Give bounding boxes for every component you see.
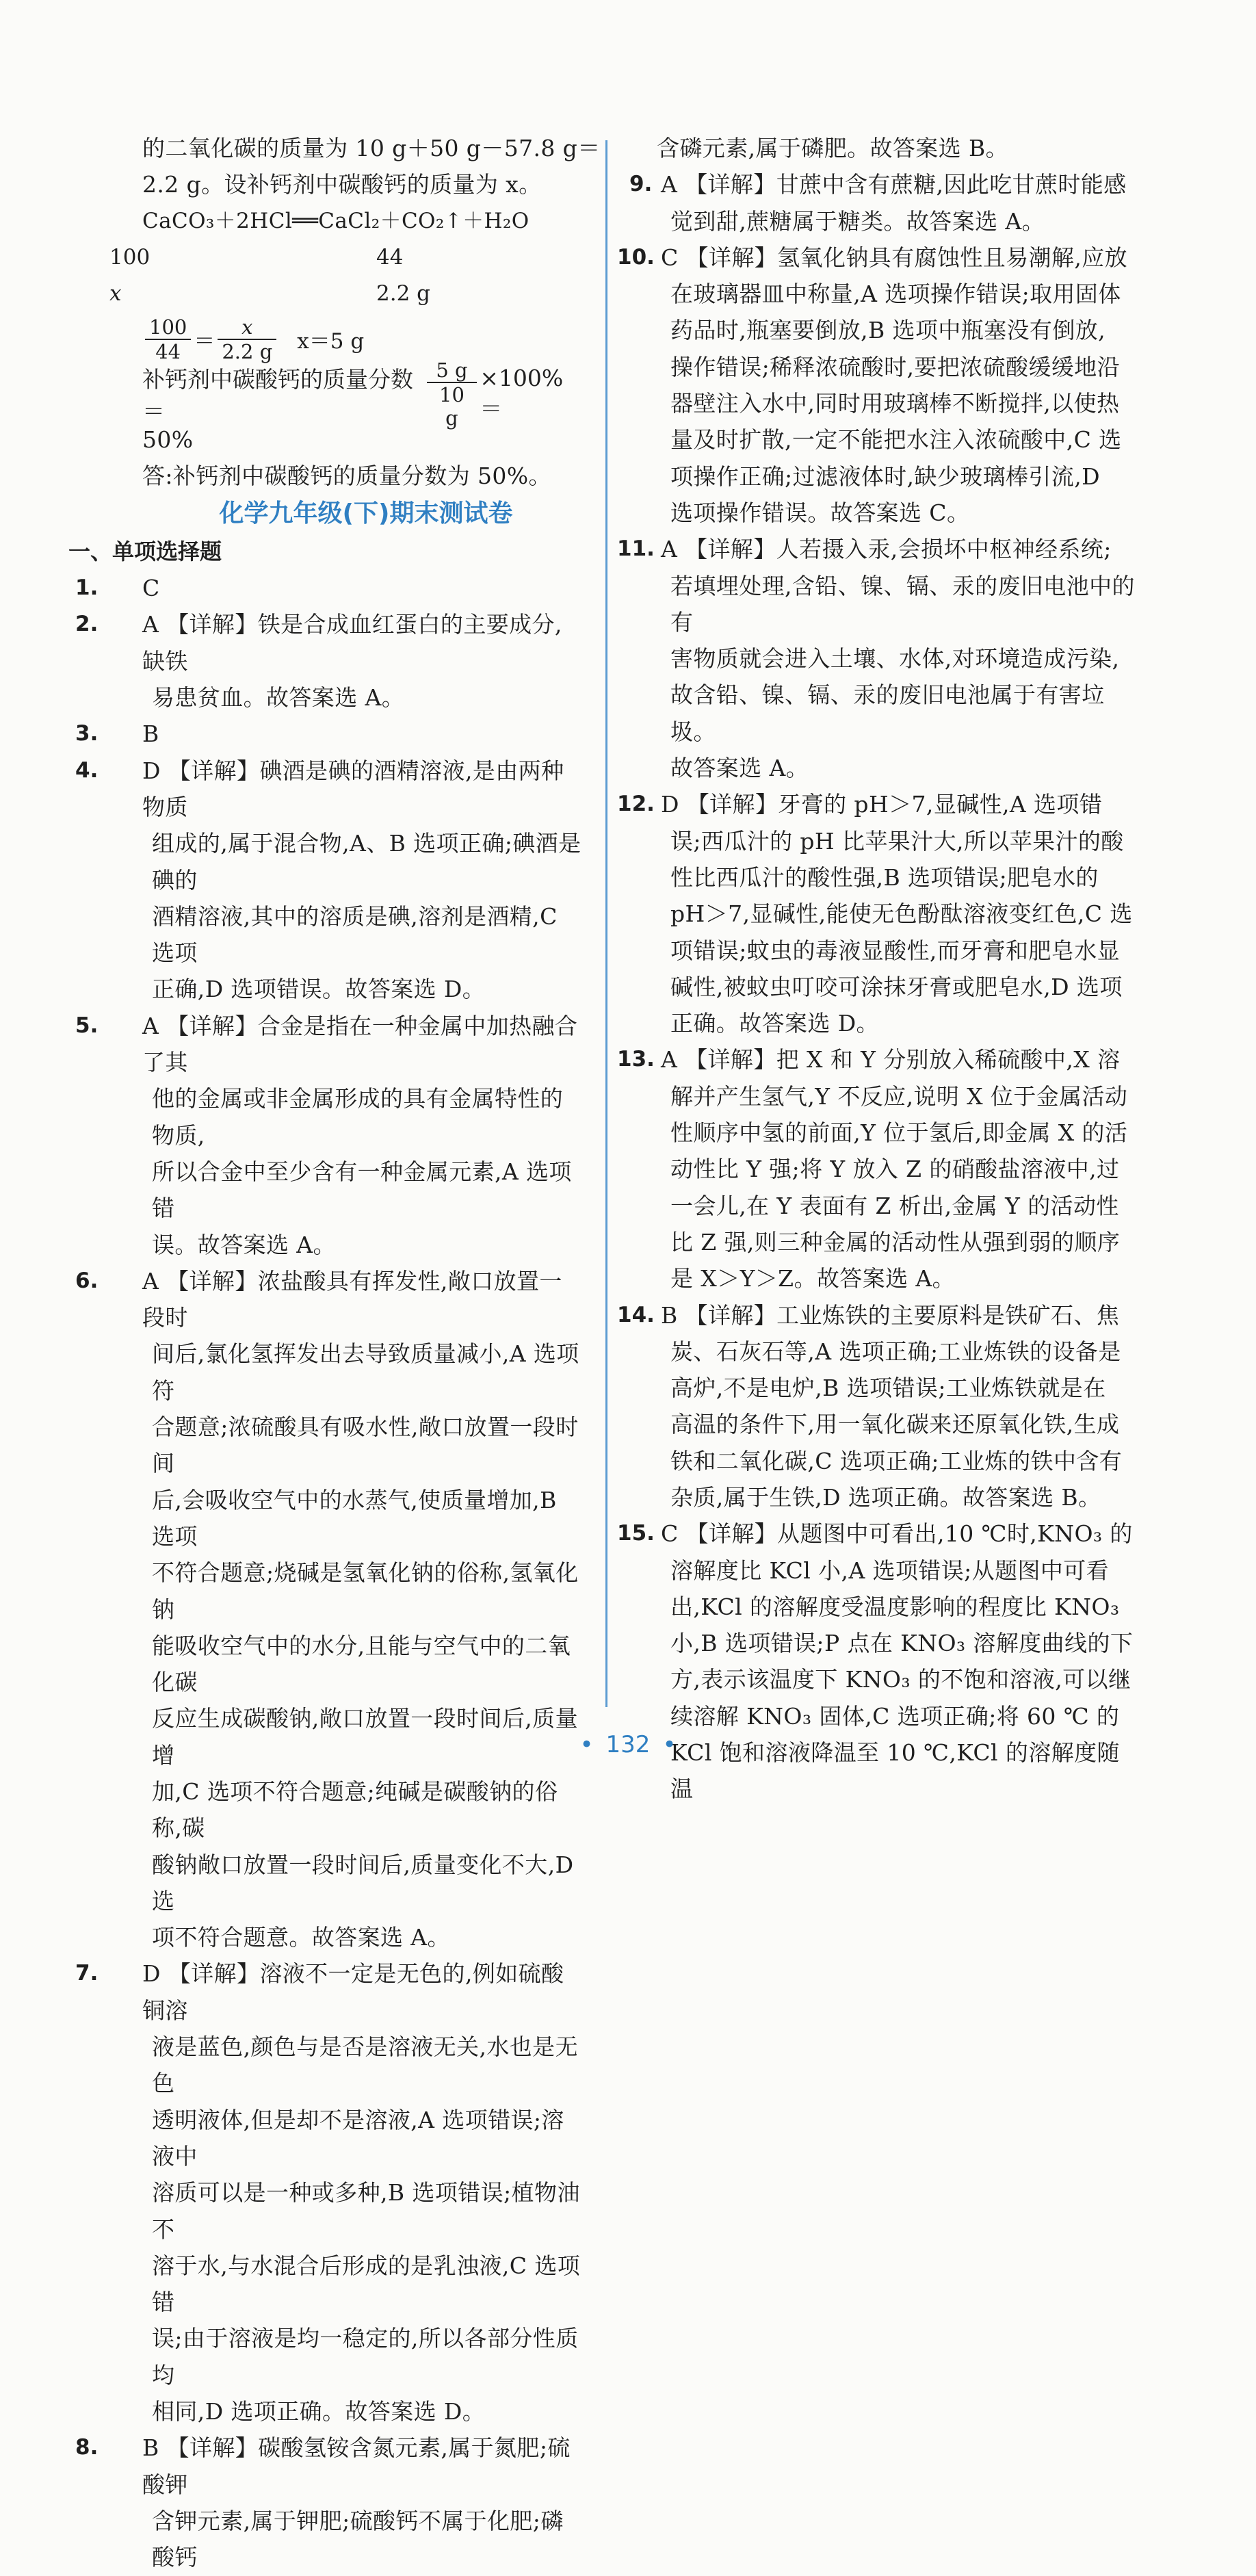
- question-text-line: A 【详解】铁是合成血红蛋白的主要成分,缺铁: [142, 611, 562, 675]
- question-number: 13.: [617, 1047, 655, 1072]
- column-divider: [605, 140, 607, 1707]
- question-3: [75, 716, 581, 752]
- question-text-line: 比 Z 强,则三种金属的活动性从强到弱的顺序: [670, 1228, 1121, 1256]
- fraction-numerator: 100: [145, 315, 191, 340]
- question-number: 14.: [617, 1302, 655, 1327]
- question-text-line: 觉到甜,蔗糖属于糖类。故答案选 A。: [670, 207, 1045, 235]
- question-text-line: 所以合金中至少含有一种金属元素,A 选项错: [152, 1158, 572, 1222]
- question-text-line: 反应生成碳酸钠,敞口放置一段时间后,质量增: [152, 1705, 578, 1769]
- page-number: 132: [605, 1731, 651, 1758]
- question-text-line: 在玻璃器皿中称量,A 选项操作错误;取用固体: [670, 281, 1121, 308]
- question-text-line: KCl 饱和溶液降温至 10 ℃,KCl 的溶解度随温: [670, 1739, 1120, 1803]
- question-text-line: 他的金属或非金属形成的具有金属特性的物质,: [152, 1085, 564, 1149]
- question-text-line: A 【详解】人若摄入汞,会损坏中枢神经系统;: [661, 536, 1112, 563]
- ratio-row-2-a: x: [109, 281, 122, 306]
- question-text-line: B 【详解】碳酸氢铵含氮元素,属于氮肥;硫酸钾: [142, 2434, 571, 2498]
- continued-text: 含磷元素,属于磷肥。故答案选 B。: [657, 135, 1009, 161]
- mass-fraction-suffix: ×100%＝: [480, 364, 564, 422]
- mass-fraction-prefix: 补钙剂中碳酸钙的质量分数＝: [142, 365, 413, 425]
- question-number: 12.: [617, 792, 655, 817]
- question-text-line: pH＞7,显碱性,能使无色酚酞溶液变红色,C 选: [670, 900, 1133, 928]
- calc-line-1: 的二氧化碳的质量为 10 g＋50 g－57.8 g＝: [142, 135, 601, 161]
- question-text-line: 误。故答案选 A。: [152, 1231, 336, 1258]
- question-text-line: D 【详解】牙膏的 pH＞7,显碱性,A 选项错: [661, 791, 1103, 818]
- page-number-footer: [0, 1731, 1256, 1758]
- question-2: [75, 606, 581, 716]
- question-number: 10.: [617, 244, 655, 270]
- question-text-line: 项不符合题意。故答案选 A。: [152, 1924, 450, 1951]
- question-text-line: 铁和二氧化碳,C 选项正确;工业炼的铁中含有: [670, 1447, 1123, 1474]
- question-text-line: 酸钠敞口放置一段时间后,质量变化不大,D 选: [152, 1851, 574, 1914]
- question-text-line: 药品时,瓶塞要倒放,B 选项中瓶塞没有倒放,: [670, 317, 1106, 344]
- question-10: [617, 239, 1139, 531]
- fraction-denominator: 10 g: [439, 382, 465, 430]
- question-number: 7.: [75, 1961, 99, 1986]
- question-text-line: 杂质,属于生铁,D 选项正确。故答案选 B。: [670, 1483, 1101, 1511]
- question-text-line: C 【详解】氢氧化钠具有腐蚀性且易潮解,应放: [661, 244, 1128, 271]
- question-number: 8.: [75, 2435, 99, 2460]
- ratio-row-2-b: 2.2 g: [376, 281, 430, 306]
- ratio-row-1-b: 44: [376, 244, 404, 270]
- question-12: [617, 786, 1139, 1041]
- question-text-line: 间后,氯化氢挥发出去导致质量减小,A 选项符: [152, 1340, 579, 1404]
- question-text-line: 酒精溶液,其中的溶质是碘,溶剂是酒精,C 选项: [152, 902, 558, 967]
- fraction-5g-10g: [427, 359, 477, 430]
- question-text-line: 炭、石灰石等,A 选项正确;工业炼铁的设备是: [670, 1338, 1121, 1365]
- question-answer: C: [142, 575, 160, 602]
- question-text-line: 项错误;蚊虫的毒液显酸性,而牙膏和肥皂水显: [670, 937, 1121, 964]
- ratio-row-2: [109, 276, 581, 312]
- question-text-line: 合题意;浓硫酸具有吸水性,敞口放置一段时间: [152, 1414, 579, 1477]
- question-text-line: 溶解度比 KCl 小,A 选项错误;从题图中可看: [670, 1557, 1110, 1584]
- question-text-line: B 【详解】工业炼铁的主要原料是铁矿石、焦: [661, 1301, 1120, 1329]
- page-dot-left: •: [579, 1731, 594, 1758]
- question-text-line: 加,C 选项不符合题意;纯碱是碳酸钠的俗称,碳: [152, 1778, 558, 1842]
- page-dot-right: •: [662, 1731, 677, 1758]
- question-text-line: 高温的条件下,用一氧化碳来还原氧化铁,生成: [670, 1411, 1120, 1438]
- question-text-line: 性比西瓜汁的酸性强,B 选项错误;肥皂水的: [670, 863, 1099, 891]
- question-text-line: 高炉,不是电炉,B 选项错误;工业炼铁就是在: [670, 1375, 1106, 1402]
- fraction-x-2.2g: [218, 315, 276, 363]
- part-heading: 一、单项选择题: [68, 538, 222, 565]
- question-11: [617, 531, 1139, 786]
- question-6: [75, 1263, 581, 1956]
- question-text-line: 量及时扩散,一定不能把水注入浓硫酸中,C 选: [670, 426, 1122, 454]
- question-text-line: 操作错误;稀释浓硫酸时,要把浓硫酸缓缓地沿: [670, 353, 1121, 380]
- question-4: [75, 753, 581, 1008]
- question-answer: B: [142, 720, 159, 748]
- question-text-line: 故答案选 A。: [670, 755, 809, 782]
- question-text-line: 相同,D 选项正确。故答案选 D。: [152, 2398, 486, 2425]
- question-text-line: 溶于水,与水混合后形成的是乳浊液,C 选项错: [152, 2252, 581, 2316]
- question-7: [75, 1955, 581, 2430]
- calc-line-2: 2.2 g。设补钙剂中碳酸钙的质量为 x。: [142, 171, 542, 198]
- question-text-line: D 【详解】碘酒是碘的酒精溶液,是由两种物质: [142, 757, 564, 820]
- question-text-line: 项操作正确;过滤液体时,缺少玻璃棒引流,D: [670, 463, 1100, 490]
- question-number: 1.: [75, 575, 99, 601]
- question-text-line: C 【详解】从题图中可看出,10 ℃时,KNO₃ 的: [661, 1520, 1133, 1548]
- question-text-line: A 【详解】合金是指在一种金属中加热融合了其: [142, 1012, 578, 1076]
- question-5: [75, 1008, 581, 1263]
- ratio-row-1: [109, 239, 581, 276]
- question-14: [617, 1297, 1139, 1516]
- question-text-line: 出,KCl 的溶解度受温度影响的程度比 KNO₃: [670, 1593, 1120, 1620]
- question-text-line: 误;由于溶液是均一稳定的,所以各部分性质均: [152, 2325, 579, 2389]
- mass-fraction-line: [109, 358, 581, 430]
- left-column: [68, 130, 601, 2576]
- question-text-line: 液是蓝色,颜色与是否是溶液无关,水也是无色: [152, 2033, 578, 2097]
- question-number: 9.: [629, 172, 653, 197]
- question-number: 3.: [75, 721, 99, 746]
- question-text-line: 透明液体,但是却不是溶液,A 选项错误;溶液中: [152, 2106, 564, 2170]
- question-text-line: 续溶解 KNO₃ 固体,C 选项正确;将 60 ℃ 的: [670, 1702, 1120, 1730]
- chemical-equation: CaCO₃＋2HCl══CaCl₂＋CO₂↑＋H₂O: [142, 208, 529, 233]
- question-9: [629, 166, 1139, 239]
- question-text-line: 不符合题意;烧碱是氢氧化钠的俗称,氢氧化钠: [152, 1559, 579, 1623]
- question-text-line: 溶质可以是一种或多种,B 选项错误;植物油不: [152, 2179, 580, 2243]
- fraction-denominator: 2.2 g: [222, 339, 273, 363]
- question-text-line: 含钾元素,属于钾肥;硫酸钙不属于化肥;磷酸钙: [152, 2507, 564, 2571]
- question-text-line: 性顺序中氢的前面,Y 位于氢后,即金属 X 的活: [670, 1119, 1128, 1147]
- question-number: 4.: [75, 757, 99, 783]
- question-text-line: A 【详解】浓盐酸具有挥发性,敞口放置一段时: [142, 1267, 562, 1331]
- proportion-line: [109, 312, 581, 367]
- fraction-100-44: [145, 315, 191, 363]
- question-text-line: 方,表示该温度下 KNO₃ 的不饱和溶液,可以继: [670, 1666, 1131, 1693]
- mass-fraction-result: 50%: [142, 426, 194, 453]
- equals-sign: ＝: [194, 329, 215, 354]
- fraction-denominator: 44: [155, 339, 181, 363]
- question-text-line: D 【详解】溶液不一定是无色的,例如硫酸铜溶: [142, 1960, 564, 2024]
- answer-line: 答:补钙剂中碳酸钙的质量分数为 50%。: [142, 462, 551, 489]
- question-number: 2.: [75, 612, 99, 637]
- question-1: [75, 570, 581, 606]
- ratio-row-1-a: 100: [109, 244, 151, 270]
- question-text-line: 害物质就会进入土壤、水体,对环境造成污染,: [670, 645, 1120, 673]
- question-text-line: 误;西瓜汁的 pH 比苹果汁大,所以苹果汁的酸: [670, 827, 1124, 855]
- question-number: 6.: [75, 1268, 99, 1293]
- question-text-line: 故含铅、镍、镉、汞的废旧电池属于有害垃圾。: [670, 681, 1105, 745]
- question-text-line: 易患贫血。故答案选 A。: [152, 684, 405, 712]
- question-text-line: 碱性,被蚊虫叮咬可涂抹牙膏或肥皂水,D 选项: [670, 973, 1123, 1000]
- question-8: [75, 2430, 581, 2575]
- question-text-line: 正确。故答案选 D。: [670, 1010, 879, 1037]
- solve-result: x＝5 g: [297, 329, 365, 354]
- question-text-line: 动性比 Y 强;将 Y 放入 Z 的硝酸盐溶液中,过: [670, 1156, 1120, 1183]
- question-number: 5.: [75, 1013, 99, 1038]
- section-title: 化学九年级(下)期末测试卷: [219, 499, 513, 528]
- question-number: 15.: [617, 1521, 655, 1546]
- question-text-line: A 【详解】甘蔗中含有蔗糖,因此吃甘蔗时能感: [661, 171, 1127, 198]
- question-text-line: 一会儿,在 Y 表面有 Z 析出,金属 Y 的活动性: [670, 1192, 1119, 1219]
- question-text-line: 若填埋处理,含铅、镍、镉、汞的废旧电池中的有: [670, 572, 1135, 636]
- question-text-line: 小,B 选项错误;P 点在 KNO₃ 溶解度曲线的下: [670, 1630, 1134, 1657]
- question-text-line: 选项操作错误。故答案选 C。: [670, 499, 970, 526]
- question-text-line: 能吸收空气中的水分,且能与空气中的二氧化碳: [152, 1632, 571, 1696]
- question-text-line: 解并产生氢气,Y 不反应,说明 X 位于金属活动: [670, 1082, 1128, 1110]
- question-number: 11.: [617, 536, 655, 562]
- question-text-line: 组成的,属于混合物,A、B 选项正确;碘酒是碘的: [152, 830, 581, 894]
- fraction-numerator: x: [218, 315, 276, 340]
- fraction-numerator: 5 g: [427, 359, 477, 383]
- question-text-line: 器壁注入水中,同时用玻璃棒不断搅拌,以使热: [670, 390, 1120, 417]
- question-text-line: 后,会吸收空气中的水蒸气,使质量增加,B 选项: [152, 1486, 557, 1550]
- question-text-line: 正确,D 选项错误。故答案选 D。: [152, 976, 486, 1003]
- question-13: [617, 1041, 1139, 1297]
- question-text-line: 是 X＞Y＞Z。故答案选 A。: [670, 1265, 956, 1292]
- question-text-line: A 【详解】把 X 和 Y 分别放入稀硫酸中,X 溶: [661, 1046, 1121, 1074]
